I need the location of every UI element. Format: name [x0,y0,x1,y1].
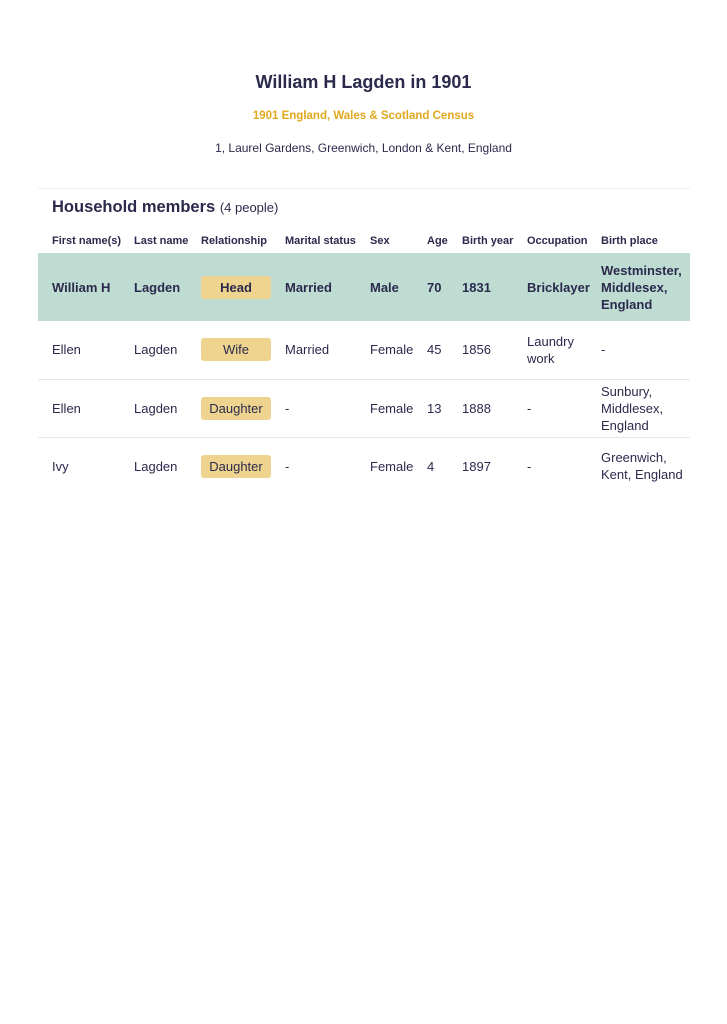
household-panel [38,188,690,189]
age-cell: 45 [427,321,462,379]
last-name-cell: Lagden [134,379,201,437]
birth-year-cell: 1897 [462,458,491,474]
relationship-badge: Head [201,276,271,299]
household-table [38,228,690,495]
column-header-last-name: Last name [134,234,189,247]
column-header-birth-place: Birth place [601,234,658,247]
census-name: 1901 England, Wales & Scotland Census [252,110,475,122]
table-header-row [38,228,690,253]
occupation-cell: Bricklayer [527,253,601,321]
sex-cell: Female [370,379,427,437]
relationship-badge: Daughter [201,455,271,478]
birth-place-cell: Westminster, Middlesex, England [601,253,690,321]
column-header-age: Age [427,234,448,247]
age-cell: 70 [427,253,462,321]
last-name-cell: Lagden [134,458,178,474]
first-name-cell: William H [38,253,134,321]
column-header-sex: Sex [370,234,390,247]
relationship-badge: Wife [201,338,271,361]
birth-place-cell: Greenwich, Kent, England [601,450,683,483]
relationship-badge: Daughter [201,397,271,420]
column-header-occupation: Occupation [527,234,588,247]
birth-year-cell: 1856 [462,321,527,379]
occupation-cell: - [527,458,532,474]
occupation-cell: - [527,379,601,437]
last-name-cell: Lagden [134,321,201,379]
relationship-cell [201,253,285,321]
marital-status-cell: - [285,379,370,437]
relationship-cell [201,379,285,437]
birth-year-cell: 1888 [462,379,527,437]
sex-cell: Female [370,458,414,474]
birth-place-cell: Sunbury, Middlesex, England [601,379,690,437]
age-cell: 13 [427,379,462,437]
age-cell: 4 [427,458,435,474]
sex-cell: Female [370,321,427,379]
column-header-first-name: First name(s) [52,234,122,247]
column-header-marital-status: Marital status [285,234,356,247]
census-address: 1, Laurel Gardens, Greenwich, London & Kent, England [215,141,512,155]
marital-status-cell: Married [285,321,370,379]
column-header-birth-year: Birth year [462,234,514,247]
first-name-cell: Ellen [38,379,134,437]
table-row [38,437,690,495]
table-row [38,379,690,437]
last-name-cell: Lagden [134,253,201,321]
table-row [38,321,690,379]
birth-year-cell: 1831 [462,253,527,321]
birth-place-cell: - [601,321,690,379]
sex-cell: Male [370,253,427,321]
page-title: William H Lagden in 1901 [255,72,472,92]
first-name-cell: Ellen [38,321,134,379]
marital-status-cell: - [285,458,290,474]
table-row [38,253,690,321]
relationship-cell [201,321,285,379]
household-heading-label: Household members [52,198,216,216]
household-count: (4 people) [219,200,279,215]
marital-status-cell: Married [285,253,370,321]
first-name-cell: Ivy [52,458,69,474]
occupation-cell: Laundry work [527,321,601,379]
relationship-cell [201,437,285,495]
household-heading [52,198,278,217]
column-header-relationship: Relationship [201,234,268,247]
